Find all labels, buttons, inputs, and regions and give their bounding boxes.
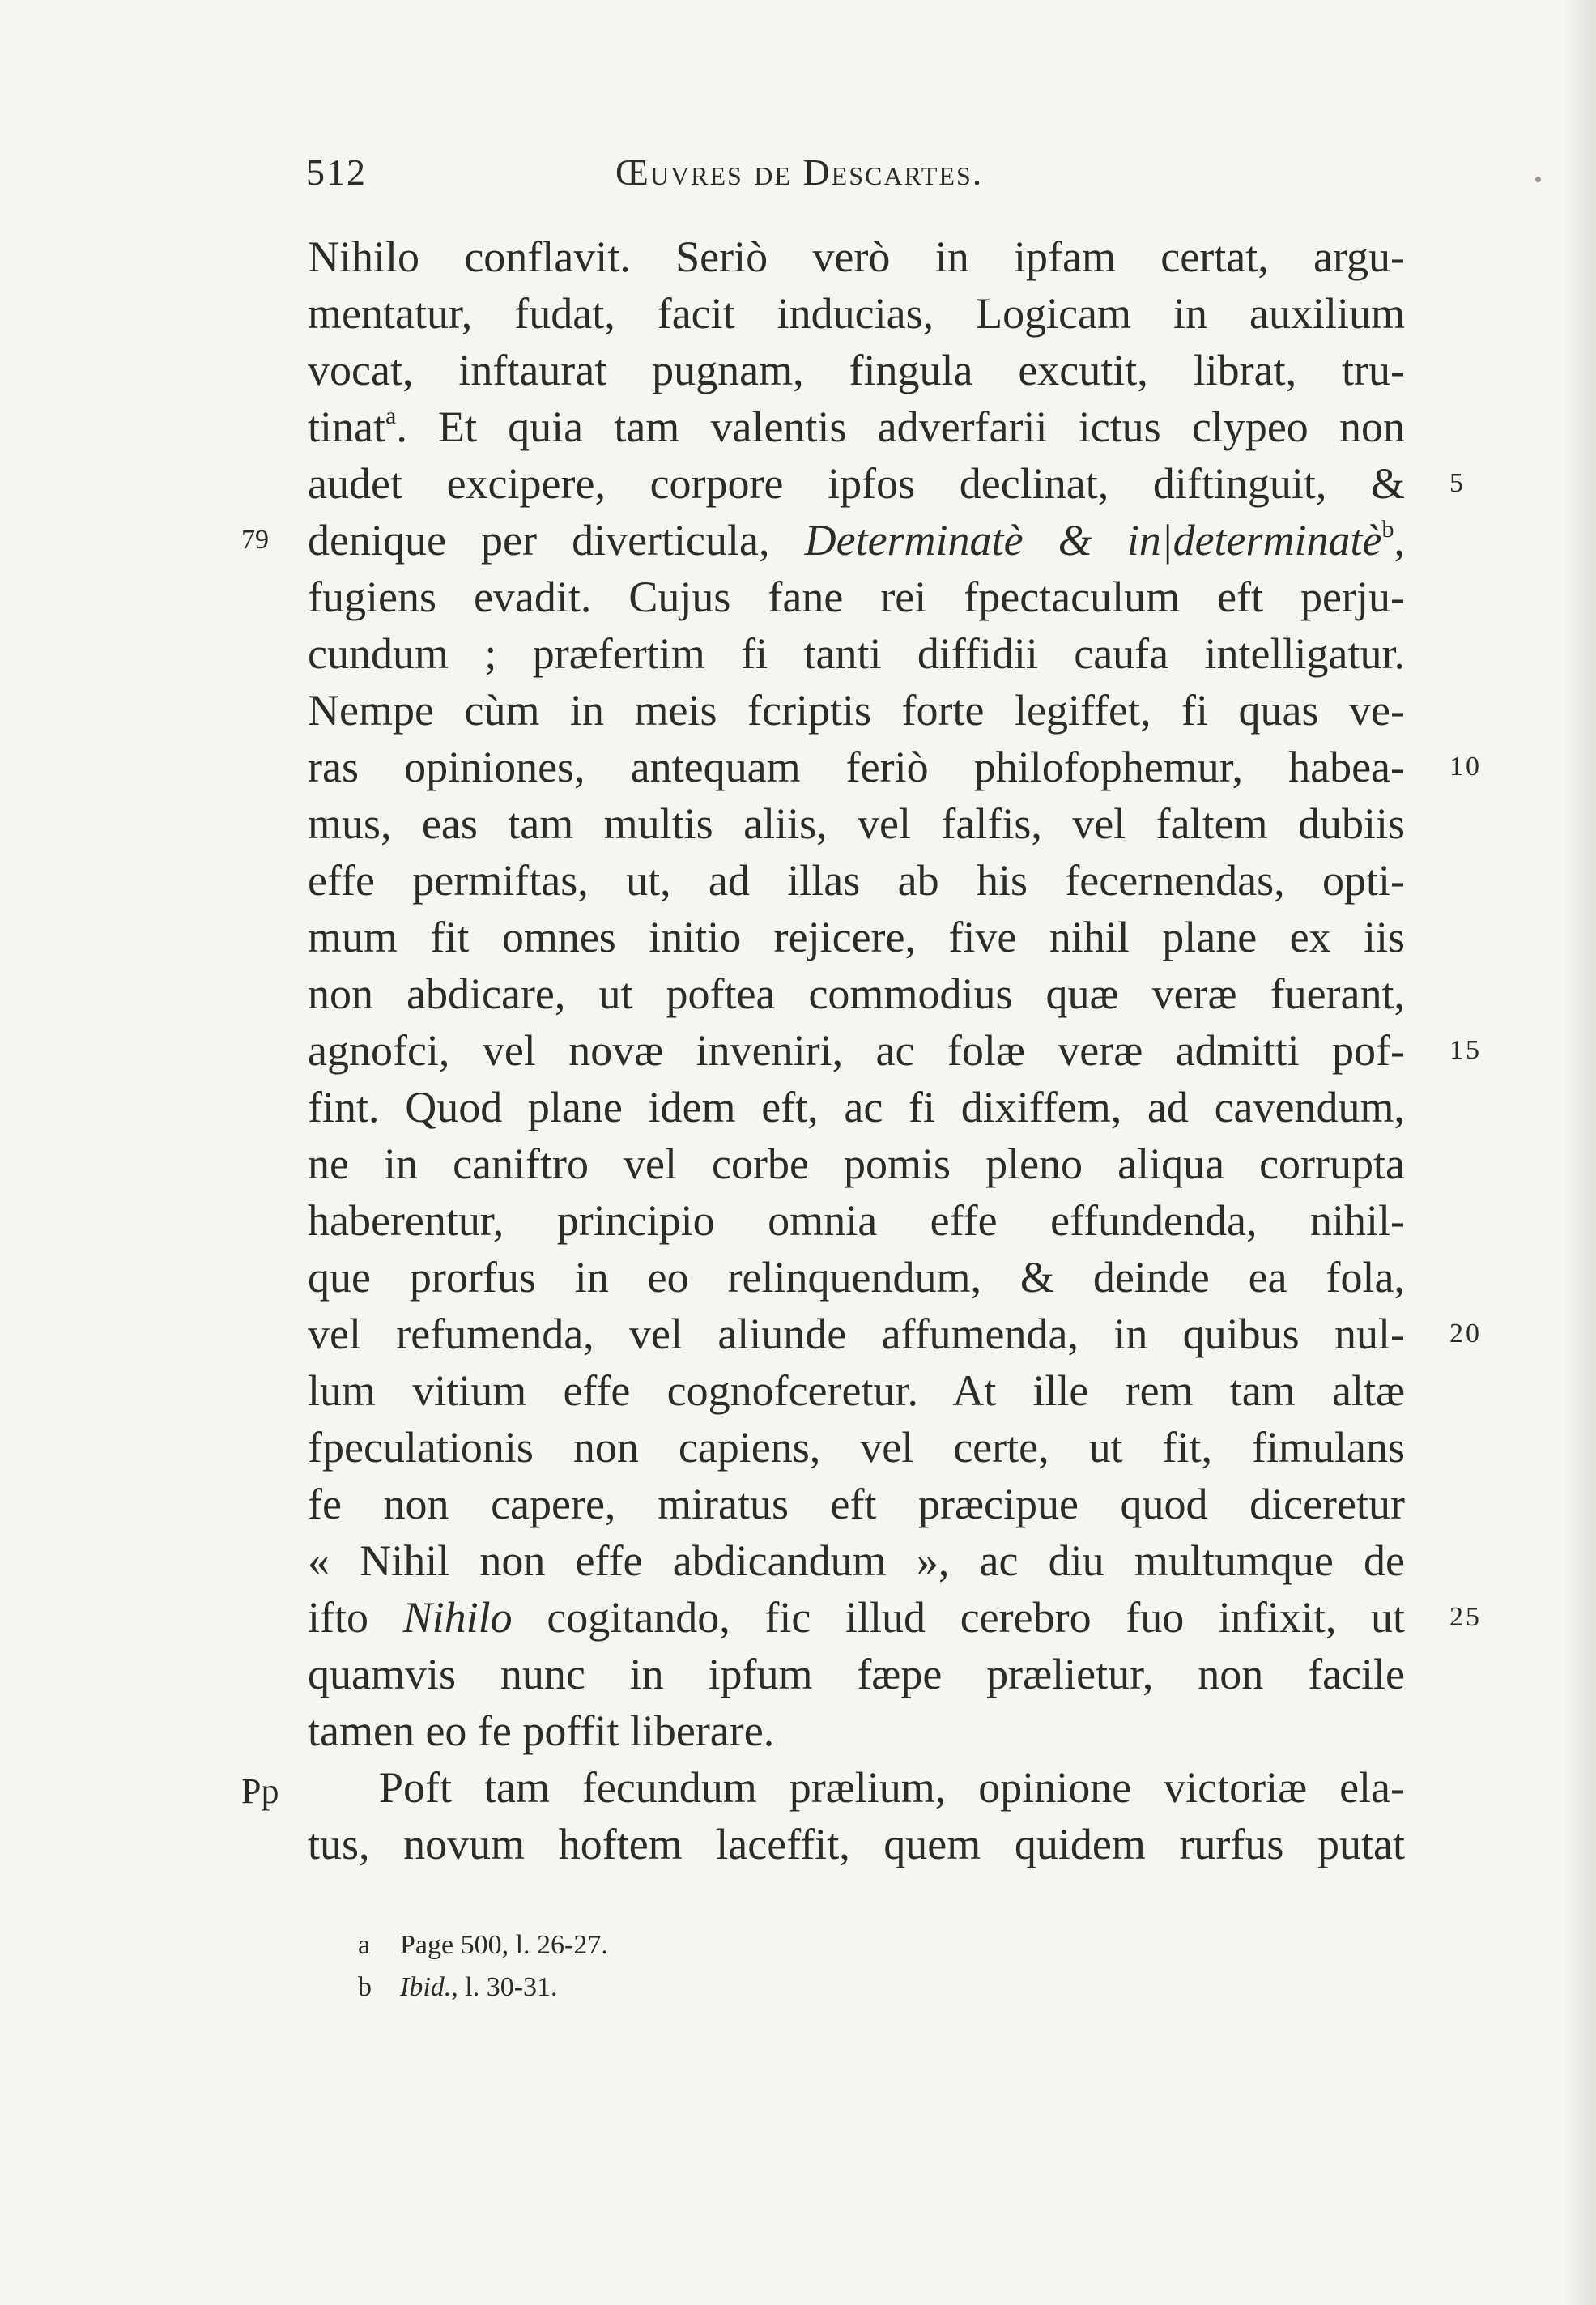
text-line: lum vitium effe cognofceretur. At ille rem tam altæ <box>308 1366 1405 1415</box>
text-fragment: tinat <box>308 403 385 451</box>
text-line: haberentur, principio omnia effe effundenda, nihil- <box>308 1196 1405 1245</box>
footnote-b <box>358 1966 608 2009</box>
footnote-ref-b: b <box>1381 516 1394 543</box>
text-fragment: Et quia tam valentis adverfarii ictus clypeo non <box>438 403 1405 451</box>
italic-text: Nihilo <box>402 1593 513 1642</box>
text-fragment: denique per diverticula, <box>308 516 770 565</box>
page-number: 512 <box>306 151 367 193</box>
text-line: mum fit omnes initio rejicere, five nihil plane ex iis <box>308 913 1405 961</box>
text-fragment: , l. 30-31. <box>451 1972 558 2002</box>
text-line: cundum ; præfertim fi tanti diffidii caufa intelligatur. <box>308 629 1405 678</box>
text-line: quamvis nunc in ipfum fæpe prælietur, non facile <box>308 1650 1405 1698</box>
text-line: ras opiniones, antequam feriò philofophemur, habea- <box>308 743 1405 791</box>
text-line: audet excipere, corpore ipfos declinat, diftinguit, & <box>308 459 1405 508</box>
text-fragment: cogitando, fic illud cerebro fuo infixit, ut <box>547 1593 1405 1642</box>
footnote-a <box>358 1924 608 1966</box>
page-edge-shadow <box>1564 0 1596 2305</box>
text-line: mentatur, fudat, facit inducias, Logicam in auxilium <box>308 289 1405 338</box>
text-line: mus, eas tam multis aliis, vel falfis, vel faltem dubiis <box>308 799 1405 848</box>
italic-text: Ibid. <box>400 1972 452 2002</box>
margin-signature: Pp <box>241 1771 279 1811</box>
text-line: effe permiftas, ut, ad illas ab his fecernendas, opti- <box>308 856 1405 905</box>
text-line: fe non capere, miratus eft præcipue quod diceretur <box>308 1480 1405 1528</box>
text-line: fugiens evadit. Cujus fane rei fpectaculum eft perju- <box>308 573 1405 621</box>
text-line <box>308 512 1405 569</box>
text-line: fpeculationis non capiens, vel certe, ut fit, fimulans <box>308 1423 1405 1472</box>
text-line: Nempe cùm in meis fcriptis forte legiffet, fi quas ve- <box>308 686 1405 735</box>
text-line: « Nihil non effe abdicandum », ac diu multumque de <box>308 1536 1405 1585</box>
text-line: tus, novum hoftem laceffit, quem quidem rurfus putat <box>308 1820 1405 1868</box>
text-fragment: ifto <box>308 1593 368 1642</box>
text-line: non abdicare, ut poftea commodius quæ veræ fuerant, <box>308 969 1405 1018</box>
footnote-mark: b <box>358 1972 372 2002</box>
footnote-text: Page 500, l. 26-27. <box>400 1930 608 1960</box>
text-line: vocat, inftaurat pugnam, fingula excutit, librat, tru- <box>308 346 1405 394</box>
paragraph-first-line: Poft tam fecundum prælium, opinione victoriæ ela- <box>379 1763 1405 1812</box>
running-title: Œuvres de Descartes. <box>615 151 984 193</box>
text-line: Nihilo conflavit. Seriò verò in ipfam certat, argu- <box>308 232 1405 281</box>
text-line: tamen eo fe poffit liberare. <box>308 1706 775 1755</box>
text-line: agnofci, vel novæ inveniri, ac folæ veræ admitti pof- <box>308 1026 1405 1075</box>
footnotes <box>358 1924 608 2009</box>
margin-page-ref: 79 <box>241 525 269 555</box>
footnote-mark: a <box>358 1930 371 1960</box>
italic-text: Determinatè & in|determinatè <box>804 516 1382 565</box>
line-number: 10 <box>1449 752 1482 782</box>
text-fragment: , <box>1394 516 1406 565</box>
text-line: que prorfus in eo relinquendum, & deinde ea fola, <box>308 1253 1405 1302</box>
line-number: 25 <box>1449 1602 1482 1632</box>
page-header <box>0 151 1596 207</box>
line-number: 5 <box>1449 468 1466 498</box>
line-number: 15 <box>1449 1035 1482 1065</box>
line-number: 20 <box>1449 1319 1482 1348</box>
text-line: vel refumenda, vel aliunde affumenda, in quibus nul- <box>308 1310 1405 1358</box>
footnote-text <box>400 1972 558 2002</box>
footnote-ref-a: a <box>385 403 397 429</box>
text-line: tinat$^a$. Et quia tam valentis adverfarii ictus clypeo non <box>308 403 1405 451</box>
text-line <box>308 1589 1405 1646</box>
text-line: ne in caniftro vel corbe pomis pleno aliqua corrupta <box>308 1140 1405 1188</box>
text-line: fint. Quod plane idem eft, ac fi dixiffem, ad cavendum, <box>308 1083 1405 1131</box>
